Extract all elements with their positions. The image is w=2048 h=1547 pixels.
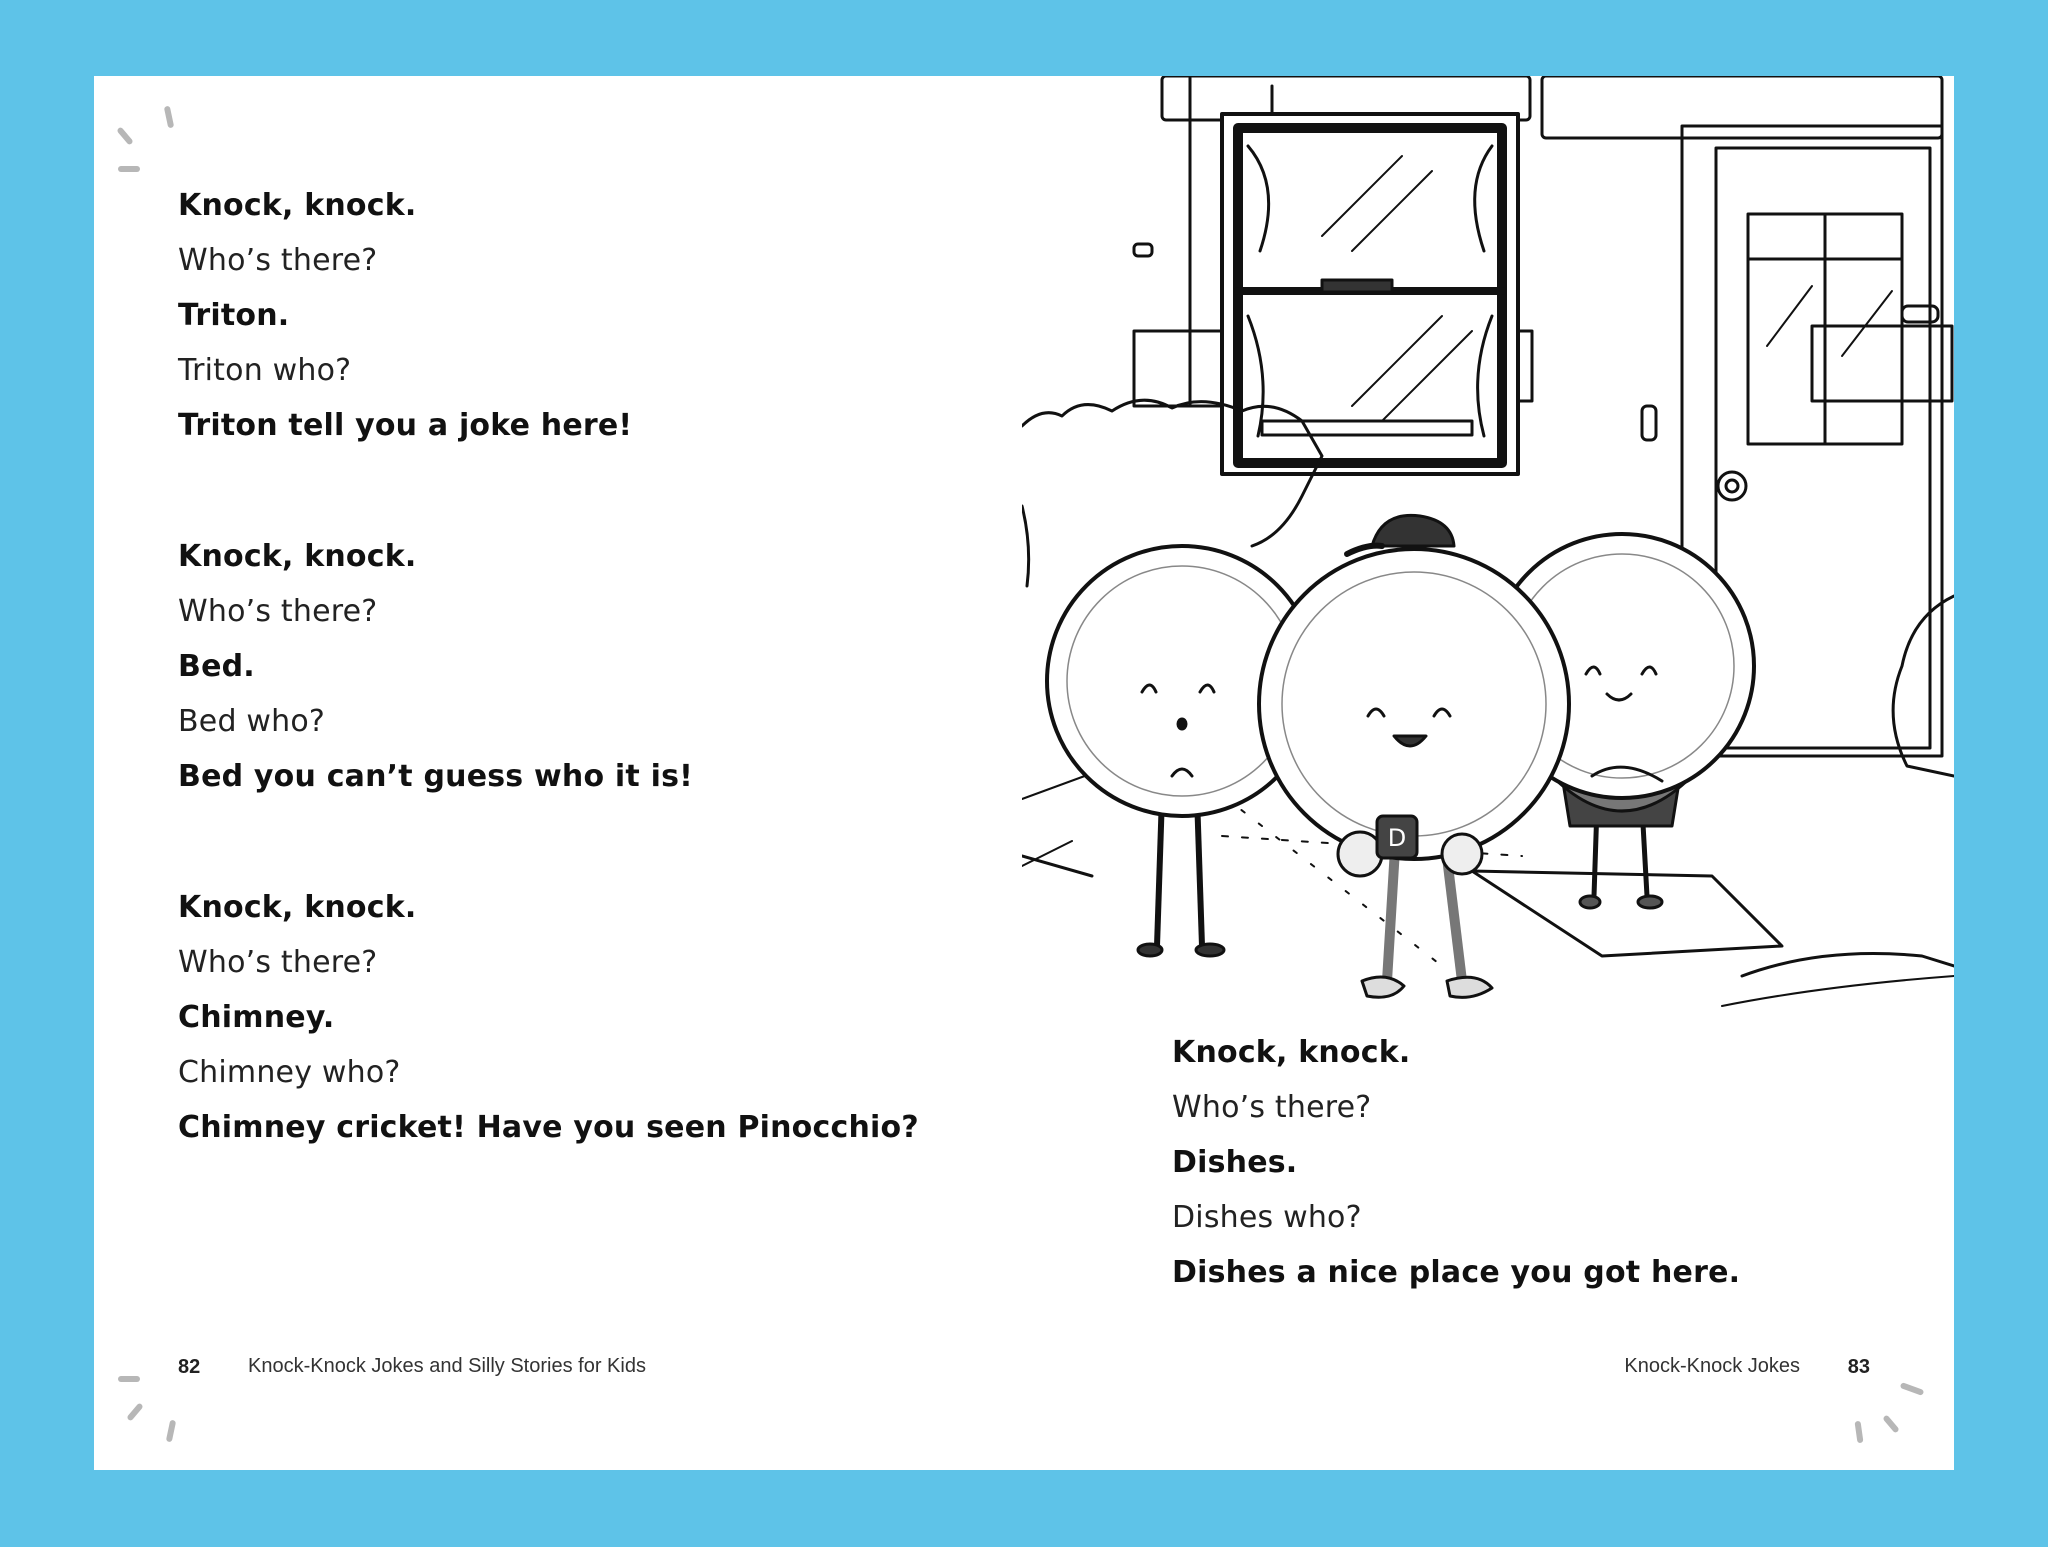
joke-whos-there: Who’s there?	[178, 594, 378, 629]
joke-name-who: Bed who?	[178, 704, 326, 739]
running-title-right: Knock-Knock Jokes	[1624, 1355, 1800, 1377]
joke-name: Triton.	[178, 298, 290, 333]
joke-whos-there: Who’s there?	[1172, 1090, 1372, 1125]
window	[1222, 114, 1518, 474]
book-spread	[94, 76, 1954, 1470]
joke-triton	[178, 178, 632, 453]
joke-chimney	[178, 880, 919, 1155]
joke-punchline: Triton tell you a joke here!	[178, 408, 633, 443]
joke-name-who: Chimney who?	[178, 1055, 401, 1090]
joke-dishes	[1172, 1025, 1740, 1300]
joke-name-who: Dishes who?	[1172, 1200, 1362, 1235]
joke-name: Bed.	[178, 649, 255, 684]
illustration-plates-at-door	[1022, 76, 1954, 1031]
joke-name-who: Triton who?	[178, 353, 352, 388]
joke-punchline: Chimney cricket! Have you seen Pinocchio?	[178, 1110, 919, 1145]
running-title-left: Knock-Knock Jokes and Silly Stories for Kids	[248, 1355, 646, 1377]
joke-knock: Knock, knock.	[178, 890, 417, 925]
joke-whos-there: Who’s there?	[178, 243, 378, 278]
joke-punchline: Dishes a nice place you got here.	[1172, 1255, 1741, 1290]
joke-bed	[178, 529, 693, 804]
page-number-right: 83	[1847, 1356, 1870, 1378]
jacket-letter: D	[1387, 824, 1407, 852]
joke-whos-there: Who’s there?	[178, 945, 378, 980]
joke-name: Dishes.	[1172, 1145, 1298, 1180]
joke-knock: Knock, knock.	[1172, 1035, 1411, 1070]
joke-name: Chimney.	[178, 1000, 335, 1035]
joke-knock: Knock, knock.	[178, 539, 417, 574]
joke-knock: Knock, knock.	[178, 188, 417, 223]
page-number-left: 82	[178, 1356, 201, 1378]
joke-punchline: Bed you can’t guess who it is!	[178, 759, 694, 794]
